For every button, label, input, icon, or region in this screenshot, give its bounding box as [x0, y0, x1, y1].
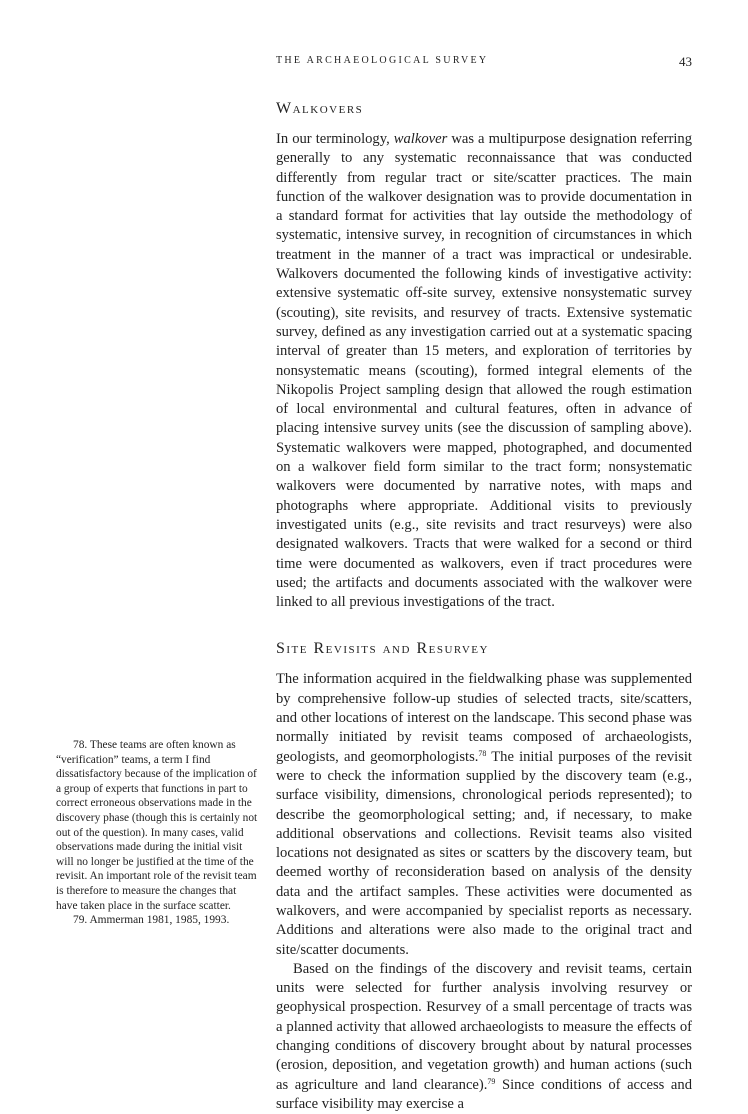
body-paragraph: [276, 670, 692, 959]
paragraph-text: In our terminology,: [276, 131, 394, 147]
footnote: 78. These teams are often known as “verification” teams, a term I find dissatisfactory because of the implication of a group of experts that functions in part to correct erroneous observations made in the discovery phase (though this is certainly not out of the question). In many cases, valid observations made during the initial visit will no longer be justified at the time of the revisit. An important role of the revisit team is therefore to measure the changes that have taken place in the surface scatter.: [56, 739, 258, 912]
footnotes: [56, 738, 258, 928]
running-head: THE ARCHAEOLOGICAL SURVEY: [276, 55, 489, 66]
page-number: 43: [679, 54, 692, 69]
body-paragraph: [276, 960, 692, 1114]
section-site-revisits: [276, 639, 692, 1114]
page-header: [276, 55, 692, 71]
body-paragraph: [276, 130, 692, 612]
footnote: 79. Ammerman 1981, 1985, 1993.: [73, 914, 230, 927]
footnote-ref[interactable]: 78: [478, 748, 487, 758]
footnote-ref[interactable]: 79: [487, 1076, 496, 1086]
section-walkovers: [276, 99, 692, 612]
main-text-column: [276, 99, 692, 1114]
section-heading: Walkovers: [276, 100, 364, 117]
paragraph-text: The initial purposes of the revisit were to check the information supplied by the discovery team (e.g., surface visibility, dimensions, chronological periods represented); to describe the geomorphological setting; and, if necessary, to make additional observations and collections. Revisit teams also visited locations not designated as sites or scatters by the discovery team, but deemed worthy of reconsideration based on analysis of the density data and the artifact samples. These activities were documented as walkovers, and were accompanied by specialist reports as necessary. Additions and alterations were also made to the original tract and site/scatter documents.: [276, 748, 692, 958]
section-heading: Site Revisits and Resurvey: [276, 640, 489, 658]
paragraph-text: The information acquired in the fieldwalking phase was supplemented by comprehensive follow-up studies of selected tracts, site/scatters, and other locations of interest on the landscape. This second phase was normally initiated by revisit teams composed of archaeologists, geologists, and geomorphologists.: [276, 671, 692, 765]
paragraph-text: Since conditions of access and surface visibility may exercise a: [276, 1076, 692, 1112]
paragraph-text: was a multipurpose designation referring generally to any systematic reconnaissance that was conducted differently from regular tract or site/scatter practices. The main function of the walkover designation was to provide documentation in a standard format for activities that lay outside the methodology of systematic, intensive survey, in recognition of circumstances in which treatment in the manner of a tract was impractical or undesirable. Walkovers documented the following kinds of investigative activity: extensive systematic off-site survey, extensive nonsystematic survey (scouting), site revisits, and resurvey of tracts. Extensive systematic survey, defined as any investigation carried out at a systematic spacing interval of greater than 15 meters, and exploration of territories by nonsystematic means (scouting), formed integral elements of the Nikopolis Project sampling design that allowed the rough estimation of local environmental and cultural features, often in advance of placing intensive survey units (see the discussion of sampling above). Systematic walkovers were mapped, photographed, and documented on a walkover field form similar to the tract form; nonsystematic walkovers were documented by narrative notes, with maps and photographs where appropriate. Additional visits to previously investigated units (e.g., site revisits and tract resurveys) were also designated walkovers. Tracts that were walked for a second or third time were documented as walkovers, even if tract procedures were used; the artifacts and documents associated with the walkover were linked to all previous investigations of the tract.: [276, 131, 693, 611]
italic-term: walkover: [393, 131, 448, 147]
paragraph-text: Based on the findings of the discovery and revisit teams, certain units were selected for further analysis involving resurvey or geophysical prospection. Resurvey of a small percentage of tracts was a planned activity that allowed archaeologists to measure the effects of changing conditions of discovery brought about by natural processes (erosion, deposition, and vegetation growth) and human actions (such as agriculture and land clearance).: [276, 960, 692, 1093]
